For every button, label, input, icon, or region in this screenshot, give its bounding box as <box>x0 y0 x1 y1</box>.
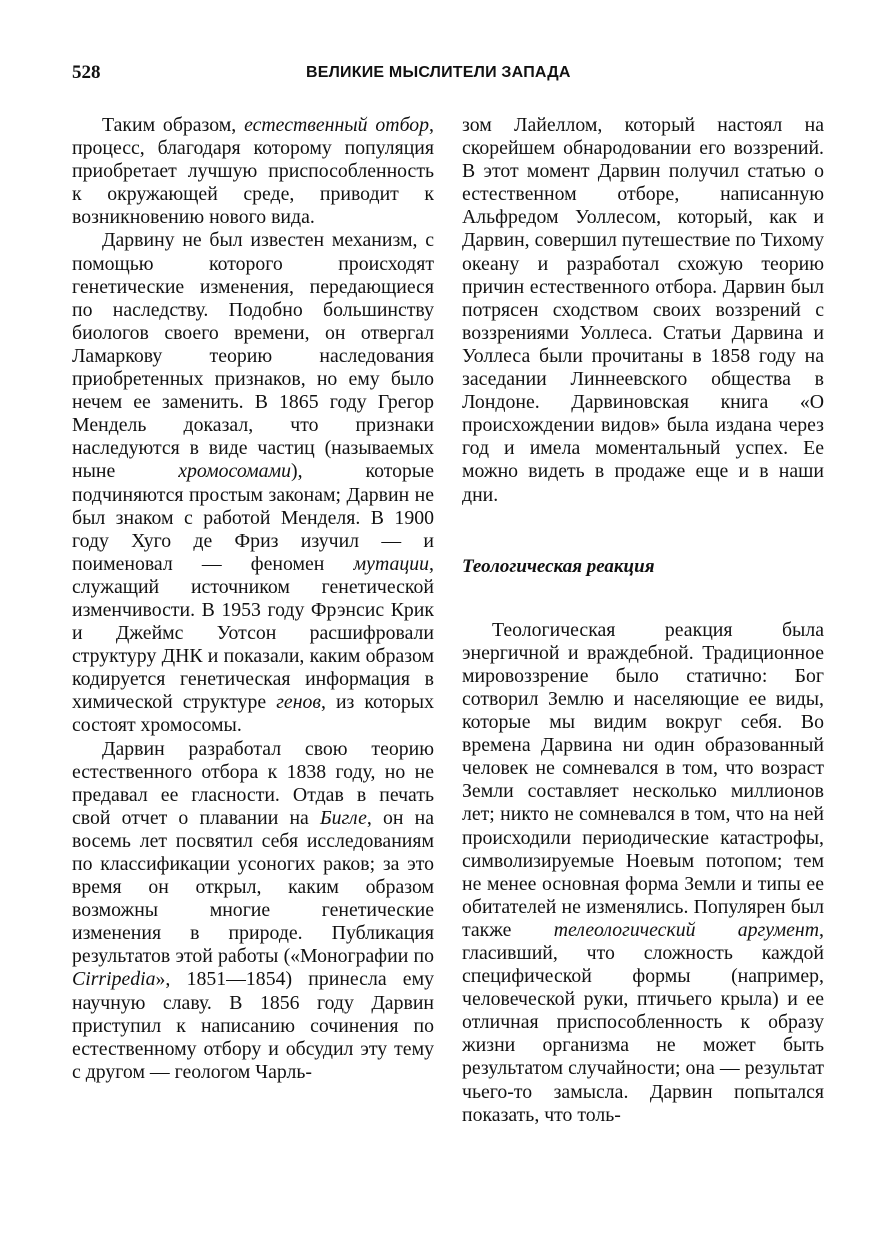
paragraph: Таким образом, естественный отбор, процесс, благодаря которому популяция приобретает лучшую приспособленность к окружающей среде, приводит к возникновению нового вида. <box>72 114 434 229</box>
emphasis-term: естественный отбор <box>244 114 430 136</box>
paragraph: Дарвин разработал свою теорию естественного отбора к 1838 году, но не предавал ее гласности. Отдав в печать свой отчет о плавании на Бигле, он на восемь лет посвятил себя исследованиям по классификации усоногих раков; за это время он открыл, каким образом возможны многие генетические изменения в природе. Публикация результатов этой работы («Монографии по Cirripedia», 1851—1854) принесла ему научную славу. В 1856 году Дарвин приступил к написанию сочинения по естественному отбору и обсудил эту тему с другом — геологом Чарль- <box>72 737 434 1083</box>
paragraph: зом Лайеллом, который настоял на скорейшем обнародовании его воззрений. В этот момент Дарвин получил статью о естественном отборе, написанную Альфредом Уоллесом, который, как и Дарвин, совершил путешествие по Тихому океану и разработал схожую теорию причин естественного отбора. Дарвин был потрясен сходством своих воззрений с воззрениями Уоллеса. Статьи Дарвина и Уоллеса были прочитаны в 1858 году на заседании Линнеевского общества в Лондоне. Дарвиновская книга «О происхождении видов» была издана через год и имела моментальный успех. Ее можно видеть в продаже еще и в наши дни. <box>462 114 824 506</box>
emphasis-term: хромосомами <box>178 460 292 483</box>
page-number: 528 <box>72 62 101 83</box>
paragraph: Теологическая реакция была энергичной и враждебной. Традиционное мировоззрение было статично: Бог сотворил Землю и населяющие ее виды, которые мы видим вокруг себя. Во времена Дарвина ни один образованный человек не сомневался в том, что возраст Земли составляет несколько миллионов лет; никто не сомневался в том, что на ней происходили периодические катастрофы, символизируемые Ноевым потопом; тем не менее основная форма Земли и типы ее обитателей не изменялись. Популярен был также телеологический аргумент, гласивший, что сложность каждой специфической формы (например, человеческой руки, птичьего крыла) и ее отличная приспособленность к образу жизни организма не может быть результатом случайности; она — результат чьего-то замысла. Дарвин попытался показать, что толь- <box>462 618 824 1126</box>
paragraph: Дарвину не был известен механизм, с помощью которого происходят генетические изменения, передающиеся по наследству. Подобно большинству биологов своего времени, он отвергал Ламаркову теорию наследования приобретенных признаков, но ему было нечем ее заменить. В 1865 году Грегор Мендель доказал, что признаки наследуются в виде частиц (называемых ныне хромосомами), которые подчиняются простым законам; Дарвин не был знаком с работой Менделя. В 1900 году Хуго де Фриз изучил — и поименовал — феномен мутации, служащий источником генетической изменчивости. В 1953 году Фрэнсис Крик и Джеймс Уотсон расшифровали структуру ДНК и показали, каким образом кодируется генетическая информация в химической структуре генов, из которых состоят хромосомы. <box>72 229 434 737</box>
running-title: ВЕЛИКИЕ МЫСЛИТЕЛИ ЗАПАДА <box>306 64 571 81</box>
emphasis-term: Cirripedia <box>72 968 156 991</box>
emphasis-term: генов <box>276 691 321 714</box>
emphasis-term: телеологический аргумент <box>553 918 820 941</box>
left-column <box>72 114 434 1084</box>
emphasis-term: мутации <box>353 552 430 575</box>
emphasis-term: Бигле <box>319 806 367 829</box>
section-heading: Теологическая реакция <box>462 555 655 577</box>
right-column <box>462 114 824 1127</box>
